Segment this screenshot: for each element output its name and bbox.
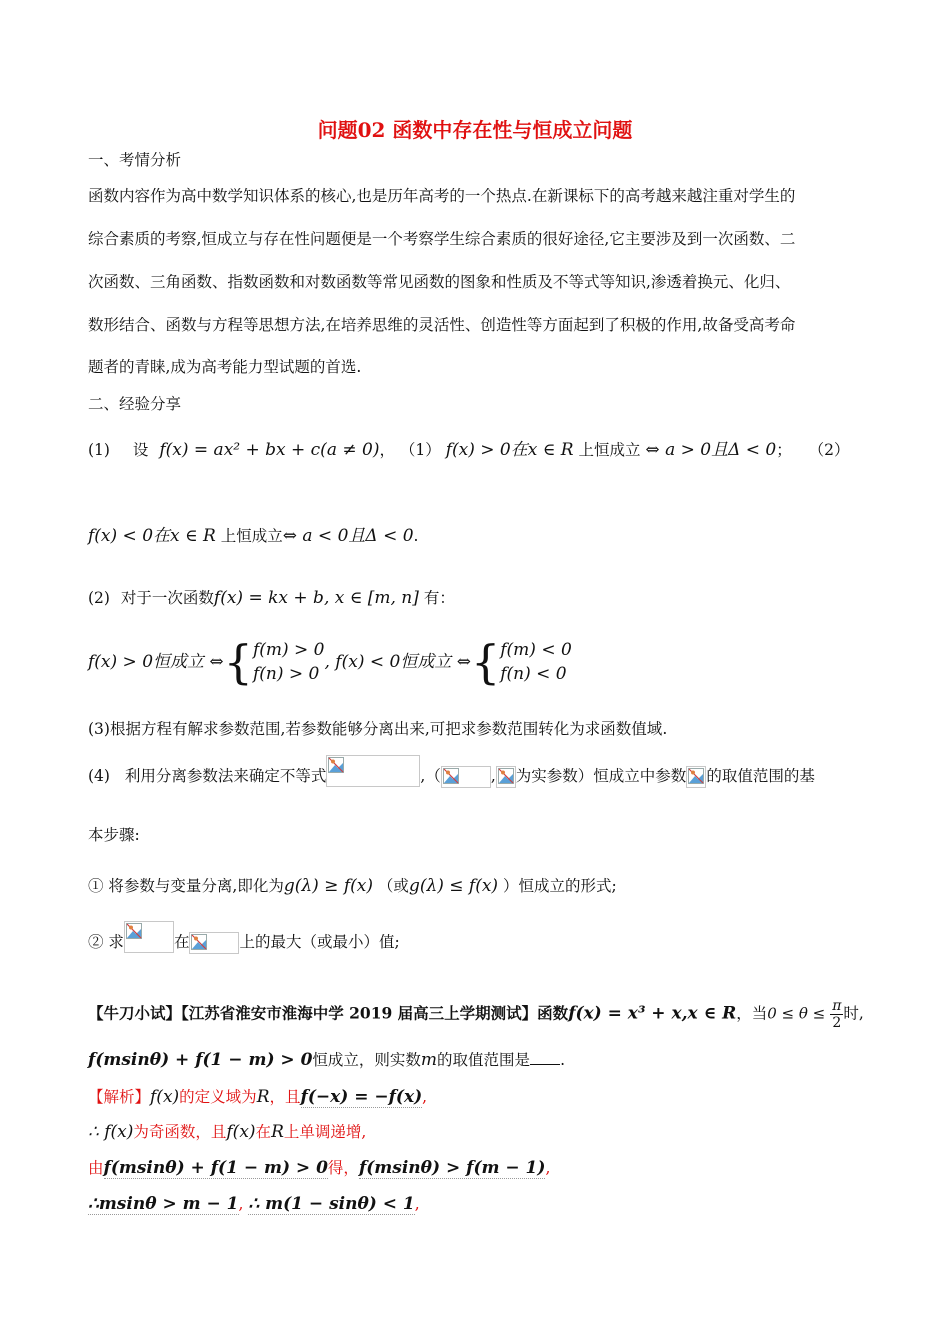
step-2 bbox=[88, 932, 400, 954]
broken-image-icon bbox=[498, 768, 514, 784]
item-1-line-2 bbox=[88, 526, 418, 546]
text: 设 bbox=[132, 441, 149, 459]
formula-result: ⇔ a < 0且Δ < 0 bbox=[282, 526, 414, 546]
solution-tag: 【解析】 bbox=[88, 1088, 151, 1106]
item-4-line-1 bbox=[88, 766, 815, 788]
formula-quadratic: f(x) = ax² + bx + c(a ≠ 0) bbox=[159, 440, 380, 460]
brace-cases bbox=[500, 638, 572, 686]
formula-left: f(x) > 0恒成立 ⇔ bbox=[88, 652, 224, 672]
image-placeholder bbox=[124, 921, 174, 953]
case-line: f(m) > 0 bbox=[252, 640, 325, 660]
image-placeholder bbox=[189, 932, 239, 954]
test-problem-line-2 bbox=[88, 1050, 565, 1070]
formula: g(λ) ≥ f(x) bbox=[283, 876, 373, 896]
numerator: π bbox=[832, 998, 842, 1014]
variable: m bbox=[420, 1050, 438, 1070]
text: ， bbox=[379, 441, 395, 459]
brace-icon: { bbox=[470, 635, 501, 689]
text: , bbox=[422, 1088, 428, 1106]
text: （或 bbox=[377, 877, 409, 895]
text: , bbox=[490, 767, 496, 785]
test-problem-line-1 bbox=[88, 998, 864, 1031]
formula: 0 ≤ θ ≤ bbox=[767, 1004, 826, 1023]
item-4-line-2: 本步骤: bbox=[88, 826, 140, 844]
formula: f(−x) = −f(x) bbox=[300, 1087, 423, 1107]
text: 的取值范围的基 bbox=[706, 767, 815, 785]
text: 的定义域为 bbox=[179, 1088, 257, 1106]
formula: ∴ m(1 − sinθ) < 1 bbox=[248, 1194, 415, 1214]
text: ,（ bbox=[420, 767, 441, 785]
formula-condition: f(x) < 0在x ∈ R bbox=[88, 526, 216, 546]
text: 上的最大（或最小）值; bbox=[239, 933, 400, 951]
formula-condition: f(x) > 0在x ∈ R bbox=[445, 440, 574, 460]
formula: f(x) bbox=[150, 1087, 180, 1107]
case-line: f(n) < 0 bbox=[500, 664, 567, 684]
text: ② 求 bbox=[88, 933, 124, 951]
text: 得， bbox=[327, 1159, 359, 1177]
case-line: f(m) < 0 bbox=[500, 640, 572, 660]
formula: ∴ f(x) bbox=[88, 1122, 134, 1142]
text: ）恒成立的形式; bbox=[503, 877, 617, 895]
text: 为奇函数，且 bbox=[133, 1123, 227, 1141]
formula: f(msinθ) + f(1 − m) > 0 bbox=[103, 1158, 328, 1178]
paragraph-line: 题者的青睐,成为高考能力型试题的首选. bbox=[88, 358, 362, 376]
case-label: （1） bbox=[399, 441, 441, 459]
broken-image-icon bbox=[328, 757, 344, 773]
image-placeholder bbox=[496, 766, 516, 788]
text: 为实参数）恒成立中参数 bbox=[515, 767, 687, 785]
image-placeholder bbox=[686, 766, 706, 788]
text: , bbox=[545, 1159, 551, 1177]
solution-line-1 bbox=[88, 1087, 427, 1107]
text: ，且 bbox=[269, 1088, 301, 1106]
page-title: 问题02 函数中存在性与恒成立问题 bbox=[317, 118, 633, 142]
text: 在 bbox=[255, 1123, 272, 1141]
formula: ∴msinθ > m − 1 bbox=[88, 1194, 239, 1214]
solution-line-3 bbox=[88, 1158, 550, 1178]
brace-cases bbox=[253, 638, 325, 686]
text: 对于一次函数 bbox=[120, 589, 214, 607]
broken-image-icon bbox=[126, 923, 142, 939]
text: , bbox=[238, 1195, 244, 1213]
paragraph-line: 综合素质的考察,恒成立与存在性问题便是一个考察学生综合素质的很好途径,它主要涉及到一次函数、二 bbox=[88, 230, 796, 248]
text: 上恒成立 bbox=[578, 441, 641, 459]
paragraph-line: 次函数、三角函数、指数函数和对数函数等常见函数的图象和性质及不等式等知识,渗透着换元、化归、 bbox=[88, 273, 791, 291]
item-2-line-1 bbox=[88, 588, 455, 608]
brace-icon: { bbox=[223, 635, 253, 689]
variable: R bbox=[271, 1122, 284, 1142]
image-placeholder bbox=[326, 755, 420, 787]
item-1-line-1 bbox=[88, 440, 850, 460]
text: ① 将参数与变量分离,即化为 bbox=[88, 877, 284, 895]
paragraph-line: 数形结合、函数与方程等思想方法,在培养思维的灵活性、创造性等方面起到了积极的作用,故备受高考命 bbox=[88, 316, 796, 334]
text: 上恒成立 bbox=[220, 527, 283, 545]
item-number: (1) bbox=[88, 441, 110, 459]
text: 时, bbox=[843, 1004, 864, 1023]
denominator: 2 bbox=[832, 1015, 842, 1031]
text: 在 bbox=[173, 933, 190, 951]
item-3: (3)根据方程有解求参数范围,若参数能够分离出来,可把求参数范围转化为求函数值域. bbox=[88, 720, 668, 738]
item-number: (2) bbox=[88, 589, 110, 607]
solution-line-2 bbox=[88, 1122, 366, 1142]
text: 上单调递增, bbox=[283, 1123, 367, 1141]
text: 利用分离参数法来确定不等式 bbox=[124, 767, 327, 785]
text: . bbox=[560, 1051, 565, 1069]
section-heading-analysis: 一、考情分析 bbox=[88, 151, 182, 169]
formula-mid: , f(x) < 0恒成立 ⇔ bbox=[324, 652, 471, 672]
item-2-piecewise bbox=[88, 635, 572, 694]
broken-image-icon bbox=[443, 768, 459, 784]
case-line: f(n) > 0 bbox=[252, 664, 320, 684]
step-1 bbox=[88, 876, 617, 896]
formula: f(msinθ) + f(1 − m) > 0 bbox=[88, 1050, 313, 1070]
text: , bbox=[414, 1195, 420, 1213]
formula-linear: f(x) = kx + b, x ∈ [m, n] bbox=[213, 588, 419, 608]
broken-image-icon bbox=[191, 934, 207, 950]
formula: f(x) bbox=[226, 1122, 256, 1142]
case-label: （2） bbox=[808, 441, 850, 459]
formula: g(λ) ≤ f(x) bbox=[408, 876, 499, 896]
fraction bbox=[830, 998, 843, 1031]
text: 有： bbox=[423, 589, 455, 607]
text: . bbox=[413, 527, 419, 545]
formula: f(x) = x³ + x,x ∈ R bbox=[568, 1003, 737, 1024]
text: 恒成立，则实数 bbox=[312, 1051, 421, 1069]
text: ； bbox=[776, 441, 792, 459]
text: 的取值范围是 bbox=[437, 1051, 531, 1069]
broken-image-icon bbox=[688, 768, 704, 784]
text: 【牛刀小试】【江苏省淮安市淮海中学 2019 届高三上学期测试】函数 bbox=[88, 1003, 569, 1023]
solution-line-4 bbox=[88, 1194, 420, 1214]
image-placeholder bbox=[441, 766, 491, 788]
item-number: (4) bbox=[88, 767, 110, 785]
formula-result: ⇔ a > 0且Δ < 0 bbox=[645, 440, 777, 460]
text: 由 bbox=[88, 1159, 104, 1177]
formula: f(msinθ) > f(m − 1) bbox=[358, 1158, 546, 1178]
paragraph-line: 函数内容作为高中数学知识体系的核心,也是历年高考的一个热点.在新课标下的高考越来越注重对学生的 bbox=[88, 187, 796, 205]
text: ，当 bbox=[736, 1004, 768, 1023]
section-heading-experience: 二、经验分享 bbox=[88, 395, 182, 413]
answer-blank[interactable] bbox=[530, 1064, 560, 1065]
variable: R bbox=[256, 1087, 270, 1107]
